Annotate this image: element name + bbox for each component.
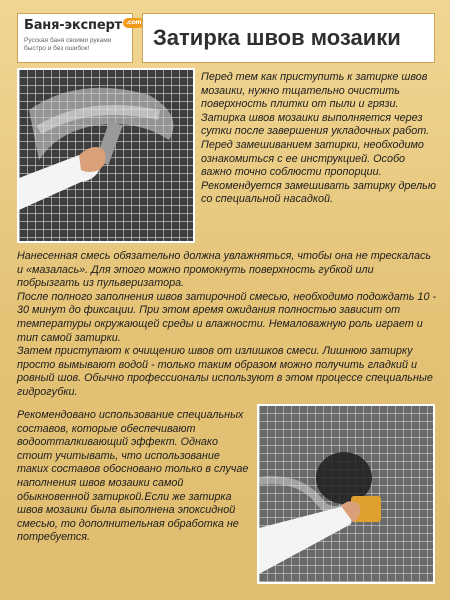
page-title: Затирка швов мозаики [153,25,401,50]
logo-subtitle [24,37,126,53]
paragraph: Нанесенная смесь обязательно должна увлажняться, чтобы она не трескалась и «мазалась». Для этого можно промокнуть поверхность губкой или побрызгать из пульверизатора. [17,250,432,290]
photo-grout-cleaning [257,404,435,584]
photo-grout-application [17,68,195,243]
text-block-3 [17,409,249,545]
paragraph: Рекомендовано использование специальных составов, которые обеспечивают водоотталкивающий эффект. Однако стоит учитывать, что использование таких составов обосновано только в случае наполнения швов мозаики самой обыкновенной затиркой.Если же затирка швов мозаики была выполнена эпоксидной смесью, то дополнительная обработка не потребуется. [17,409,249,544]
logo-badge: .com [123,18,144,28]
paragraph: Затем приступают к очищению швов от излишков смеси. Лишнюю затирку просто вымывают водой - только таким образом можно получить гладкий и ровный шов. Обычно профессионалы используют в этом процессе специальные гидрогубки. [17,345,433,398]
logo-subtitle-line-1: Русская баня своими руками [24,37,112,44]
paragraph: Перед тем как приступить к затирке швов мозаики, нужно тщательно очистить поверхность плитки от пыли и грязи. Затирка швов мозаики выполняется через сутки после завершения укладочных работ. [201,71,430,138]
logo-subtitle-line-2: быстро и без ошибок! [24,45,90,52]
paragraph: Перед замешиванием затирки, необходимо ознакомиться с ее инструкцией. Особо важно точно соблюсти пропорции. Рекомендуется замешивать затирку дрелью со специальной насадкой. [201,138,436,206]
title-box [142,13,435,63]
text-block-1 [201,71,437,207]
text-block-2 [17,250,437,400]
paragraph: После полного заполнения швов затирочной смесью, необходимо подождать 10 - 30 минут до фиксации. При этом время ожидания полностью зависит от температуры окружающей среды и влажности. Немаловажную роль играет и тип самой затирки. [17,290,437,344]
site-logo[interactable] [17,13,142,63]
logo-title: Баня-эксперт .com [24,18,126,34]
grout-cleaning-illustration [259,406,433,582]
grout-application-illustration [19,70,193,241]
